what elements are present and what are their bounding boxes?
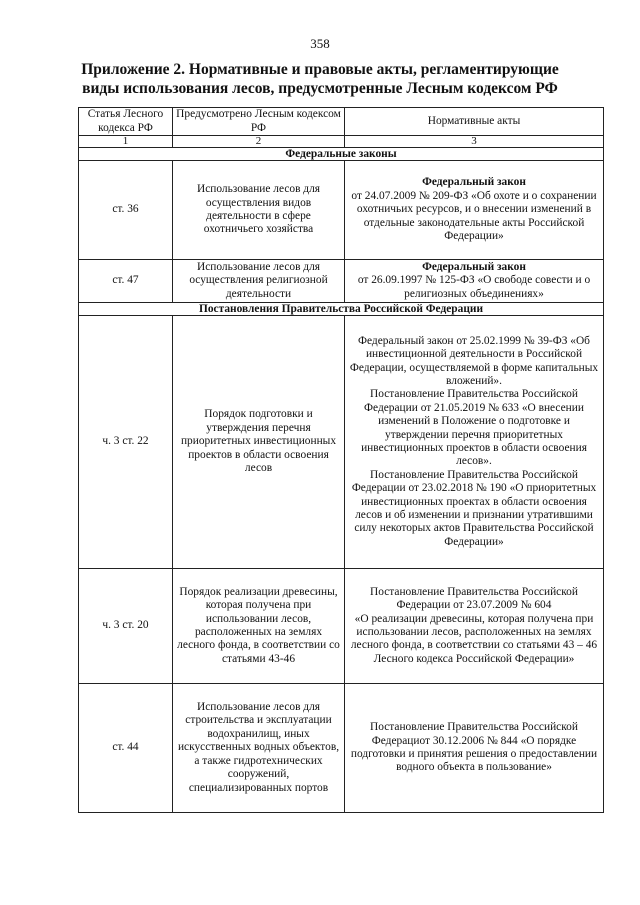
table-row — [79, 161, 604, 260]
provision-cell: Использование лесов для осуществления видов деятельности в сфере охотничьего хозяйства — [173, 161, 345, 260]
provision-cell: Использование лесов для осуществления религиозной деятельности — [173, 260, 345, 303]
provision-cell: Порядок реализации древесины, которая получена при использовании лесов, расположенных на землях лесного фонда, в соответствии со статьями 43-46 — [173, 569, 345, 684]
section-title: Федеральные законы — [79, 148, 604, 161]
article-cell: ст. 44 — [79, 684, 173, 813]
act-heading: Постановление Правительства Российской Федерации от 23.07.2009 № 604 — [370, 585, 578, 612]
act-text: Постановление Правительства Российской Федерации от 21.05.2019 № 633 «О внесении изменений в Положение о подготовке и утверждении перечня приоритетных инвестиционных проектов в области освоения лесов». — [361, 388, 587, 468]
table-row — [79, 684, 604, 813]
table-row — [79, 316, 604, 569]
article-cell: ст. 47 — [79, 260, 173, 303]
acts-cell — [345, 316, 604, 569]
table-row — [79, 260, 604, 303]
column-number: 2 — [173, 136, 345, 148]
header-provision: Предусмотрено Лесным кодексом РФ — [173, 108, 345, 136]
act-heading: Федеральный закон — [422, 260, 526, 273]
header-acts: Нормативные акты — [345, 108, 604, 136]
article-cell: ст. 36 — [79, 161, 173, 260]
section-title: Постановления Правительства Российской Федерации — [79, 303, 604, 316]
act-text: от 24.07.2009 № 209-ФЗ «Об охоте и о сохранении охотничьих ресурсов, и о внесении изменений в отдельные законодательные акты Российской Федерации» — [351, 189, 597, 243]
table-header-row — [79, 108, 604, 136]
provision-cell: Порядок подготовки и утверждения перечня приоритетных инвестиционных проектов в области освоения лесов — [173, 316, 345, 569]
act-text: от 26.09.1997 № 125-ФЗ «О свободе совести и о религиозных объединениях» — [357, 274, 591, 300]
regulatory-acts-table — [78, 107, 604, 813]
column-number: 1 — [79, 136, 173, 148]
column-number-row — [79, 136, 604, 148]
section-row-federal-laws — [79, 148, 604, 161]
section-row-government-decrees — [79, 303, 604, 316]
act-text: «О реализации древесины, которая получена при использовании лесов, расположенных на землях лесного фонда, в соответствии со статьями 43 – 46 Лесного кодекса Российской Федерации» — [350, 612, 598, 665]
act-heading: Федеральный закон — [422, 176, 526, 189]
article-cell: ч. 3 ст. 20 — [79, 569, 173, 684]
column-number: 3 — [345, 136, 604, 148]
acts-cell — [345, 569, 604, 684]
acts-cell — [345, 260, 604, 303]
provision-cell: Использование лесов для строительства и эксплуатации водохранилищ, иных искусственных водных объектов, а также гидротехнических сооружений, специализированных портов — [173, 684, 345, 813]
acts-cell — [345, 161, 604, 260]
act-text: Постановление Правительства Российской Федерации от 23.02.2018 № 190 «О приоритетных инвестиционных проектах в области освоения лесов и об изменении и признании утратившими силу некоторых актов Правительства Российской Федерации» — [351, 468, 597, 548]
article-cell: ч. 3 ст. 22 — [79, 316, 173, 569]
act-text: Постановление Правительства Российской Федерациот 30.12.2006 № 844 «О порядке подготовки и принятия решения о предоставлении водного объекта в пользование» — [350, 721, 598, 774]
page-number: 358 — [310, 36, 330, 51]
act-text: Федеральный закон от 25.02.1999 № 39-ФЗ «Об инвестиционной деятельности в Российской Федерации, осуществляемой в форме капитальных вложений». — [349, 334, 599, 387]
table-row — [79, 569, 604, 684]
document-title: Приложение 2. Нормативные и правовые акты, регламентирующие виды использования лесов, предусмотренные Лесным кодексом РФ — [81, 61, 559, 97]
acts-cell — [345, 684, 604, 813]
header-article: Статья Лесного кодекса РФ — [79, 108, 173, 136]
